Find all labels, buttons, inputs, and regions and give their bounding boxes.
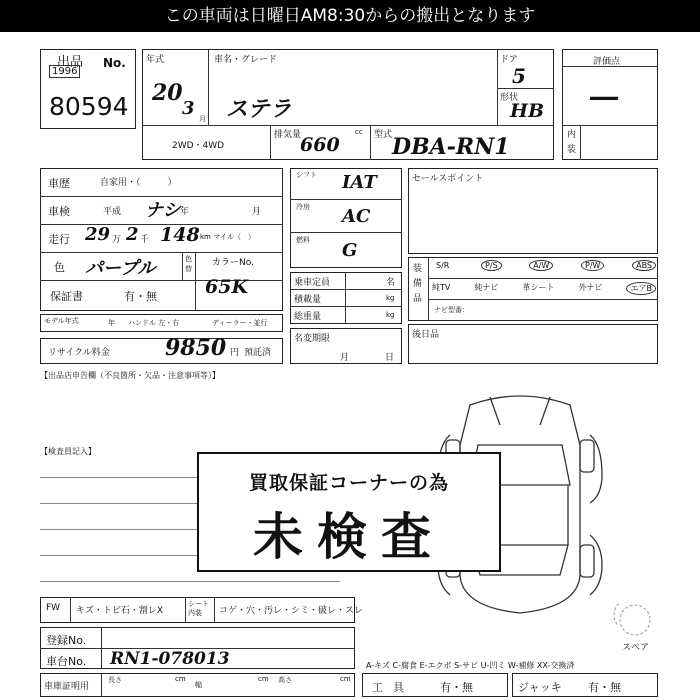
lot-number: 80594 <box>49 92 129 121</box>
name-change-day: 日 <box>385 353 395 363</box>
equipment-pw: P/W <box>581 260 604 271</box>
stamp-line2: 未検査 <box>253 508 445 566</box>
displacement-unit: cc <box>355 128 363 136</box>
door-label: ドア <box>500 55 518 65</box>
rear-note-box <box>408 324 658 364</box>
equipment-navi-model: ナビ型番： <box>434 306 469 314</box>
certificate-length: 長さ <box>108 676 122 684</box>
inspection-value: ナシ <box>145 200 181 221</box>
color-label: 色 <box>54 261 65 274</box>
defects-fw-text: キズ・トビ石・割レX <box>76 606 163 616</box>
weight-label: 総重量 <box>294 312 322 322</box>
equipment-label: 装備品 <box>413 264 423 304</box>
sales-point-label: セールスポイント <box>412 174 484 184</box>
history-label: 車歴 <box>48 177 70 190</box>
dealer-report-label: 【出品店申告欄（不良箇所・欠品・注意事項等）】 <box>40 371 220 380</box>
fuel-label: 燃料 <box>296 236 310 244</box>
defects-fw: FW <box>46 603 61 613</box>
year-month: 3 <box>182 98 195 119</box>
mileage-value: 148 <box>160 224 200 246</box>
damage-legend: A-キズ C-腐食 E-エクボ S-サビ U-凹ミ W-補修 XX-交換済 <box>366 661 575 670</box>
chassis-label: 車台No. <box>46 655 87 668</box>
color-change: 色替 <box>185 255 192 273</box>
model-label: 型式 <box>374 130 393 140</box>
tools-label: 工具 <box>372 681 414 694</box>
mileage-unit-sen: 千 <box>140 235 150 245</box>
inspection-year-unit: 年 <box>180 207 190 217</box>
spare-tire-icon <box>618 603 652 637</box>
jack-value: 有・無 <box>588 681 621 694</box>
name-label: 車名・グレード <box>214 55 278 65</box>
certificate-width: 幅 <box>195 681 202 689</box>
year-label: 年式 <box>146 55 165 65</box>
mileage-sen: 2 <box>126 224 139 245</box>
model-value: DBA-RN1 <box>392 134 510 160</box>
color-value: パープル <box>85 258 156 279</box>
certificate-height-unit: cm <box>340 675 351 683</box>
load-unit: kg <box>386 294 395 302</box>
equipment-leather: 革シート <box>522 283 555 292</box>
name-value: ステラ <box>226 96 292 122</box>
displacement-label: 排気量 <box>274 130 302 140</box>
drive-label: 2WD・4WD <box>172 141 225 151</box>
registration-label: 登録No. <box>46 634 87 647</box>
score-label: 評価点 <box>593 57 621 67</box>
model-year-label: モデル年式 <box>44 317 79 325</box>
equipment-abs: ABS <box>632 260 656 271</box>
mileage-unit-man: 万 <box>112 235 122 245</box>
lot-box <box>40 49 136 129</box>
name-change-month: 月 <box>340 353 350 363</box>
shape-value: HB <box>510 100 545 122</box>
warranty-value: 有・無 <box>124 290 157 303</box>
inspector-label: 【検査員記入】 <box>40 447 96 456</box>
color-code: 65K <box>205 276 248 298</box>
certificate-length-unit: cm <box>175 675 186 683</box>
certificate-width-unit: cm <box>258 675 269 683</box>
history-value: 自家用・（ ） <box>100 178 177 188</box>
score-value: ― <box>590 80 618 113</box>
lot-no-label: No. <box>103 56 126 70</box>
load-label: 積載量 <box>294 295 322 305</box>
displacement-value: 660 <box>300 134 340 156</box>
certificate-label: 車庫証明用 <box>44 682 90 692</box>
equipment-ext-navi: 外ナビ <box>578 283 603 292</box>
lot-label: 出品 <box>57 55 84 70</box>
rear-note-label: 後日品 <box>412 330 440 340</box>
fuel-value: G <box>342 240 358 261</box>
name-change-label: 名変期限 <box>294 334 331 344</box>
defects-seat-text: コゲ・穴・汚レ・シミ・破レ・スレ <box>219 606 364 616</box>
color-code-label: カラーNo. <box>212 258 254 268</box>
model-year-year: 年 <box>108 319 115 327</box>
inspection-era: 平成 <box>103 207 122 217</box>
year-month-unit: 月 <box>199 115 206 123</box>
recycle-unit: 円 <box>230 348 240 358</box>
certificate-height: 高さ <box>278 676 292 684</box>
not-inspected-stamp <box>197 452 501 572</box>
spare-label: スペア <box>622 643 650 653</box>
cooling-value: AC <box>342 206 371 227</box>
capacity-label: 乗車定員 <box>294 278 331 288</box>
recycle-label: リサイクル料金 <box>48 348 110 358</box>
lot-sub: 1996 <box>49 65 80 78</box>
mileage-man: 29 <box>85 224 111 245</box>
equipment-aw: A/W <box>529 260 553 271</box>
equipment-sr: S/R <box>436 261 450 270</box>
model-year-dealer: ディーラー・並行 <box>212 319 268 327</box>
defects-seat: シート内装 <box>188 600 209 617</box>
year-value: 20 <box>152 80 183 106</box>
equipment-ps: P/S <box>481 260 502 271</box>
mileage-unit: km マイル（ ） <box>200 233 255 241</box>
stamp-line1: 買取保証コーナーの為 <box>248 472 449 494</box>
recycle-note: 預託済 <box>244 348 272 358</box>
top-banner: この車両は日曜日AM8:30からの搬出となります <box>0 0 700 32</box>
equipment-row1 <box>432 260 656 271</box>
shift-label: シフト <box>296 171 317 179</box>
shift-value: IAT <box>342 172 377 193</box>
jack-label: ジャッキ <box>518 681 562 694</box>
equipment-navi: 純ナビ <box>474 283 499 292</box>
shape-label: 形状 <box>500 93 519 103</box>
warranty-label: 保証書 <box>50 290 83 303</box>
recycle-value: 9850 <box>165 335 227 361</box>
chassis-value: RN1-078013 <box>110 649 230 669</box>
inspection-label: 車検 <box>48 205 70 218</box>
equipment-airbag: エアB <box>626 282 656 295</box>
weight-unit: kg <box>386 311 395 319</box>
inspection-month-unit: 月 <box>252 207 262 217</box>
capacity-unit: 名 <box>386 278 396 288</box>
door-value: 5 <box>512 64 526 88</box>
mileage-label: 走行 <box>48 233 70 246</box>
equipment-tv: 純TV <box>432 283 451 292</box>
tools-value: 有・無 <box>440 681 473 694</box>
interior-label: 内装 <box>567 130 577 155</box>
equipment-row2 <box>432 282 656 295</box>
model-year-handle: ハンドル 左・右 <box>128 319 180 327</box>
cooling-label: 冷房 <box>296 203 310 211</box>
